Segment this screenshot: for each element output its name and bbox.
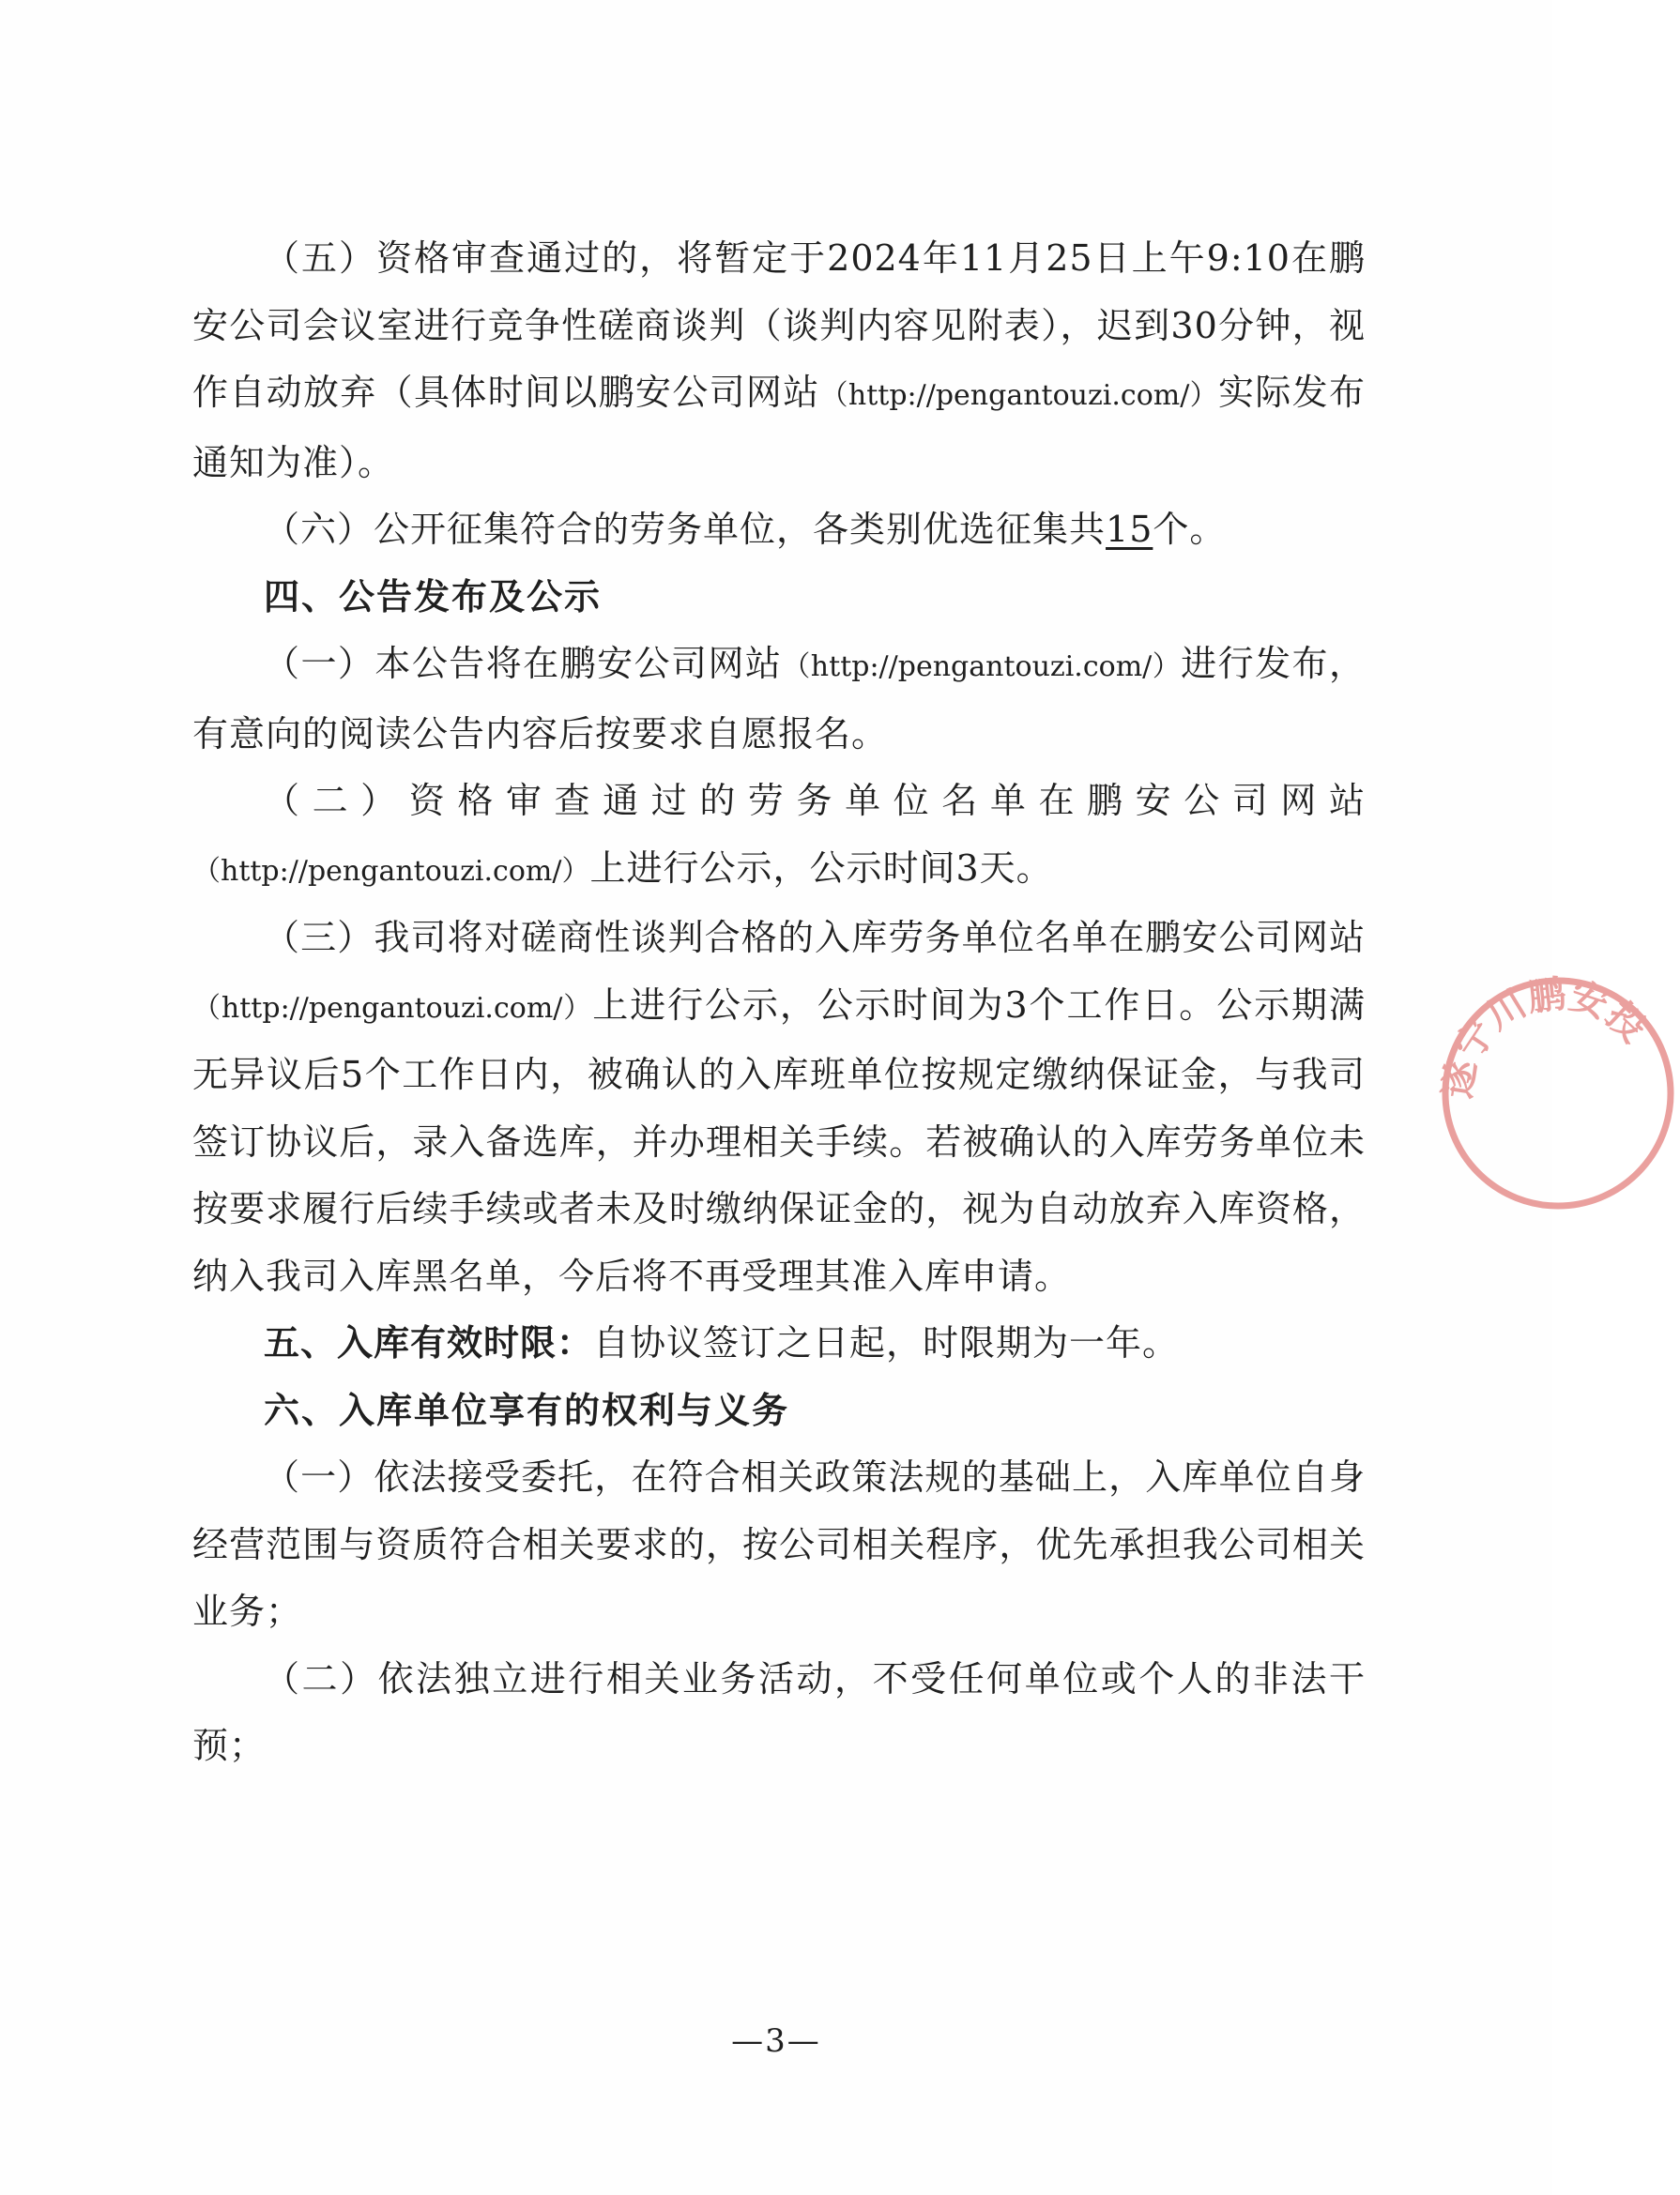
paragraph-text: 实际发布通知为准）。 [192, 372, 1366, 483]
website-url: （http://pengantouzi.com/） [819, 379, 1218, 412]
paragraph-text: 个。 [1153, 509, 1227, 550]
paragraph-text: （三）我司将对磋商性谈判合格的入库劳务单位名单在鹏安公司网站 [264, 917, 1366, 958]
paragraph-4-1 [192, 631, 1366, 768]
paragraph-item-6 [192, 496, 1366, 564]
paragraph-text: 自协议签订之日起，时限期为一年。 [593, 1322, 1180, 1364]
paragraph-text: （二）资格审查通过的劳务单位名单在鹏安公司网站 [264, 780, 1366, 821]
paragraph-text: 进行发布，有意向的阅读公告内容后按要求自愿报名。 [192, 643, 1366, 755]
section-heading-lead: 五、入库有效时限： [264, 1322, 594, 1364]
paragraph-text: 上进行公示，公示时间3天。 [589, 846, 1053, 889]
website-url: （http://pengantouzi.com/） [782, 650, 1182, 683]
paragraph-text: （六）公开征集符合的劳务单位，各类别优选征集共 [264, 509, 1107, 550]
paragraph-4-3 [192, 905, 1366, 1310]
website-url: （http://pengantouzi.com/） [192, 991, 593, 1025]
svg-text:遂宁川鹏安投: 遂宁川鹏安投 [1436, 972, 1655, 1102]
paragraph-4-2 [192, 768, 1366, 905]
paragraph-text: （五）资格审查通过的，将暂定于2024年11月25日上午9:10在鹏安公司会议室进行竞争性磋商谈判（谈判内容见附表），迟到30分钟，视作自动放弃（具体时间以鹏安公司网站 [192, 237, 1366, 413]
company-seal-stamp [1436, 971, 1680, 1215]
paragraph-text: 上进行公示，公示时间为3个工作日。公示期满无异议后5个工作日内，被确认的入库班单位按规定缴纳保证金，与我司签订协议后，录入备选库，并办理相关手续。若被确认的入库劳务单位未按要求履行后续手续或者未及时缴纳保证金的，视为自动放弃入库资格，纳入我司入库黑名单，今后将不再受理其准入库申请。 [192, 983, 1366, 1297]
section-heading-6: 六、入库单位享有的权利与义务 [264, 1389, 790, 1431]
paragraph-6-2: （二）依法独立进行相关业务活动，不受任何单位或个人的非法干预； [192, 1657, 1366, 1766]
paragraph-item-5 [192, 225, 1366, 496]
paragraph-text: （一）本公告将在鹏安公司网站 [264, 643, 783, 684]
website-url: （http://pengantouzi.com/） [192, 854, 590, 888]
unit-count: 15 [1106, 509, 1153, 550]
section-heading-4: 四、公告发布及公示 [264, 575, 603, 617]
seal-icon [1436, 971, 1680, 1215]
page-number: —3— [731, 2022, 821, 2060]
paragraph-6-1: （一）依法接受委托，在符合相关政策法规的基础上，入库单位自身经营范围与资质符合相关要求的，按公司相关程序，优先承担我公司相关业务； [192, 1456, 1366, 1632]
section-heading-5 [192, 1310, 1366, 1378]
document-body [192, 225, 1366, 1780]
